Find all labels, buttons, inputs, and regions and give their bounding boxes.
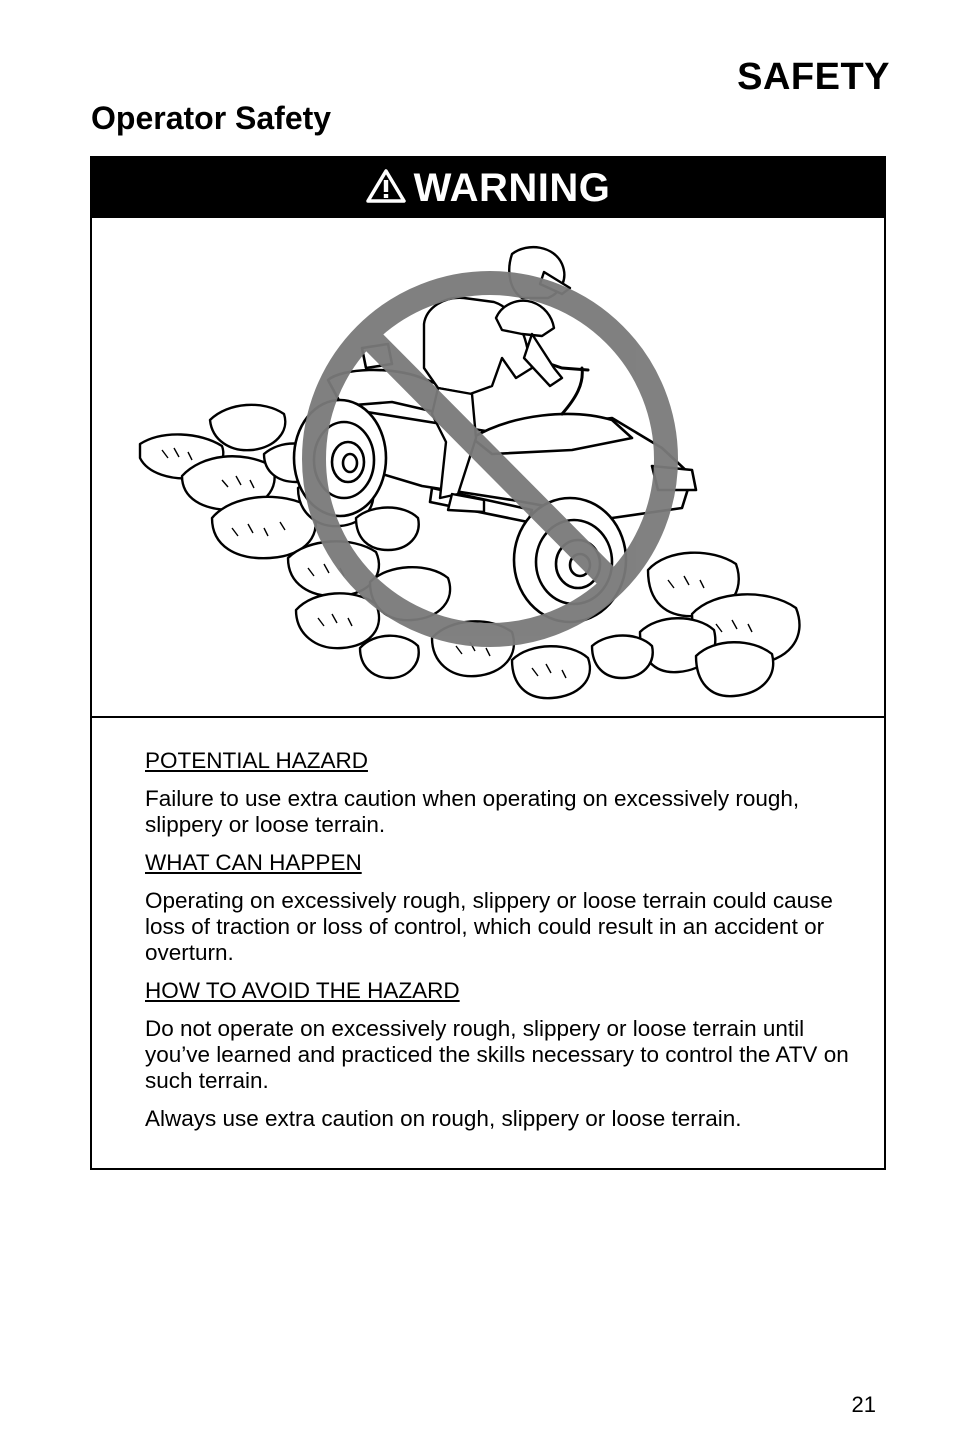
warning-text xyxy=(92,718,884,1132)
potential-hazard-label: POTENTIAL HAZARD xyxy=(145,748,368,773)
warning-signal-word: WARNING xyxy=(413,165,611,210)
warning-triangle-icon xyxy=(366,168,406,213)
section-title: SAFETY xyxy=(737,56,890,98)
how-to-avoid-text: Do not operate on excessively rough, slippery or loose terrain until you’ve learned and practiced the skills necessary to control the ATV on such terrain. xyxy=(145,1016,849,1093)
atv-rough-terrain-drawing xyxy=(92,218,884,716)
subsection-title: Operator Safety xyxy=(91,100,332,136)
atv-illustration xyxy=(92,218,884,718)
what-can-happen-label: WHAT CAN HAPPEN xyxy=(145,850,362,875)
warning-box xyxy=(90,156,886,1170)
what-can-happen-text: Operating on excessively rough, slippery or loose terrain could cause loss of traction or loss of control, which could result in an accident or overturn. xyxy=(145,888,833,965)
page-number: 21 xyxy=(851,1392,876,1417)
potential-hazard-text: Failure to use extra caution when operating on excessively rough, slippery or loose terrain. xyxy=(145,786,800,837)
warning-header xyxy=(92,158,884,218)
closing-text: Always use extra caution on rough, slippery or loose terrain. xyxy=(145,1106,742,1131)
how-to-avoid-label: HOW TO AVOID THE HAZARD xyxy=(145,978,460,1003)
